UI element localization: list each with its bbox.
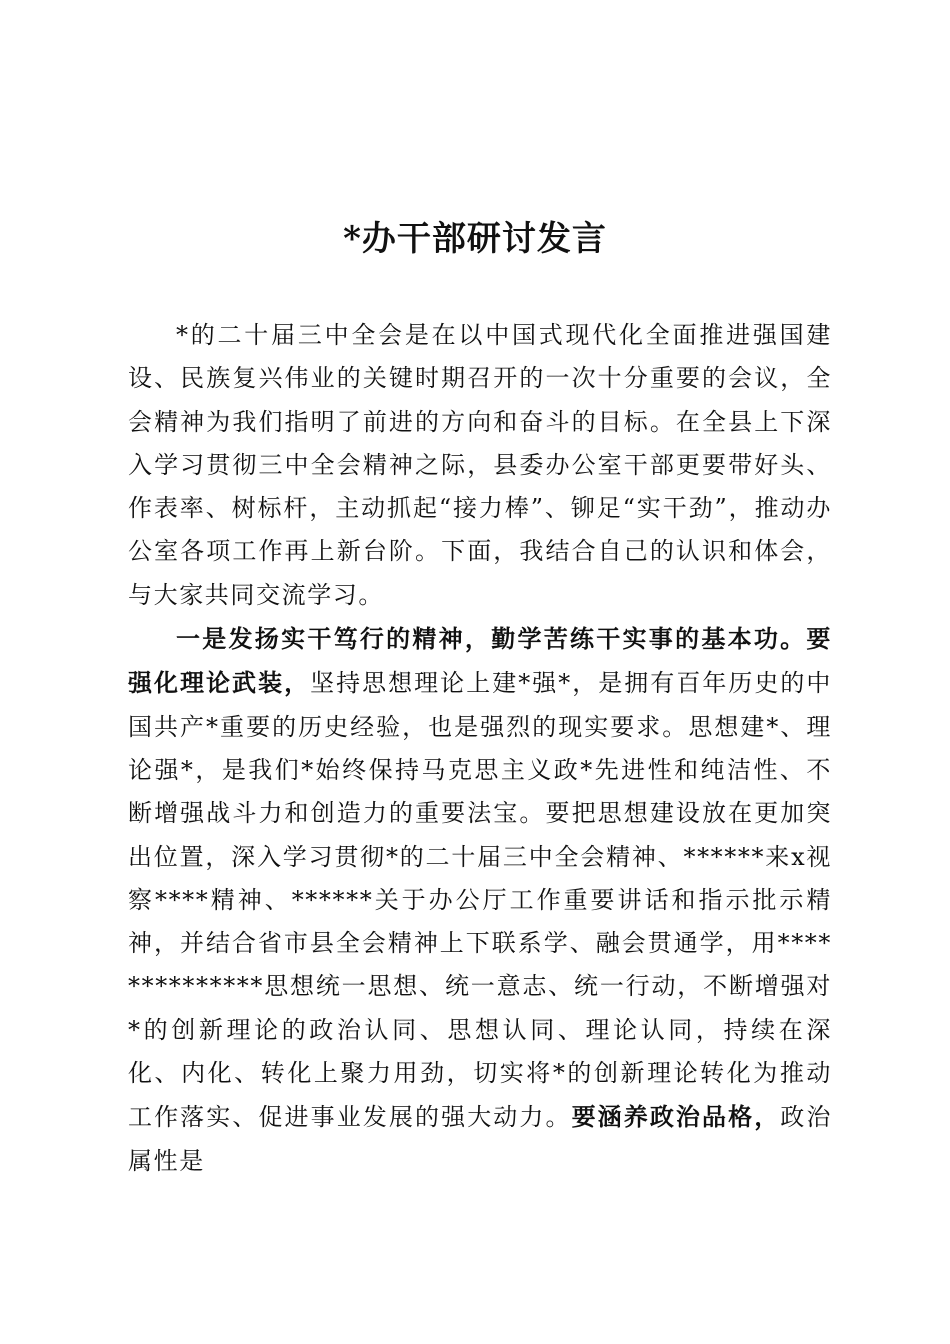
document-body: [128, 314, 832, 1183]
paragraph-point-one: [128, 617, 832, 1183]
intro-text: *的二十届三中全会是在以中国式现代化全面推进强国建设、民族复兴伟业的关键时期召开的一次十分重要的会议，全会精神为我们指明了前进的方向和奋斗的目标。在全县上下深入学习贯彻三中全会精神之际，县委办公室干部更要带好头、作表率、树标杆，主动抓起“接力棒”、铆足“实干劲”，推动办公室各项工作再上新台阶。下面，我结合自己的认识和体会，与大家共同交流学习。: [128, 321, 832, 609]
point-one-text: 坚持思想理论上建*强*，是拥有百年历史的中国共产*重要的历史经验，也是强烈的现实要求。思想建*、理论强*，是我们*始终保持马克思主义政*先进性和纯洁性、不断增强战斗力和创造力的重要法宝。要把思想建设放在更加突出位置，深入学习贯彻*的二十届三中全会精神、******来x视察****精神、******关于办公厅工作重要讲话和指示批示精神，并结合省市县全会精神上下联系学、融会贯通学，用**************思想统一思想、统一意志、统一行动，不断增强对*的创新理论的政治认同、思想认同、理论认同，持续在深化、内化、转化上聚力用劲，切实将*的创新理论转化为推动工作落实、促进事业发展的强大动力。: [128, 669, 832, 1132]
point-one-heading: 一是发扬实干笃行的精神，勤学苦练干实事的基本功。要强化理论武装，: [128, 624, 832, 698]
political-character-heading: 要涵养政治品格，: [571, 1102, 781, 1132]
paragraph-intro: [128, 314, 832, 617]
document-title: *办干部研讨发言: [343, 219, 607, 259]
political-character-text: 政治属性是: [128, 1103, 832, 1175]
